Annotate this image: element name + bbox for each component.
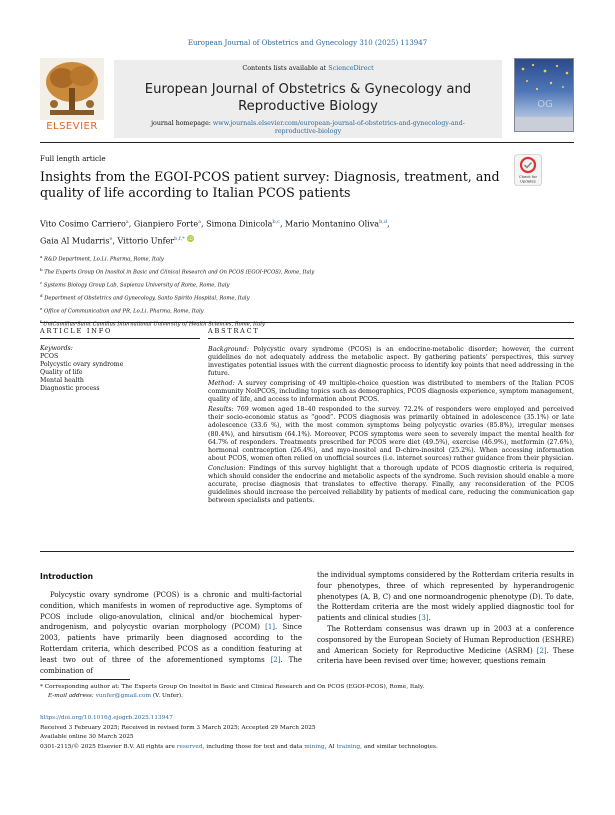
journal-reference[interactable]: European Journal of Obstetrics and Gynecology 310 (2025) 113947: [187, 39, 428, 47]
affiliation: $^d$ Department of Obstetrics and Gynecology, Santo Spirito Hospital, Rome, Italy: [40, 293, 250, 302]
keywords-list: [40, 353, 123, 393]
journal-cover-image: [514, 58, 574, 132]
received-dates: Received 3 February 2025; Received in revised form 3 March 2025; Accepted 29 March 2025: [40, 724, 316, 731]
abstract-background: Background: Polycystic ovary syndrome (PCOS) is an endocrine-metabolic disorder; however, the current guidelines do not adequately address the metabolic aspect. By gathering patients’ perspectives, this survey investigates potential issues with the current diagnostic process to identify key points that need addressing in the future.: [208, 346, 574, 378]
author[interactable]: Vittorio Unfer: [117, 236, 175, 246]
abstract-body: [208, 346, 574, 507]
intro-paragraph: The Rotterdam consensus was drawn up in 2003 at a conference cosponsored by the European Society of Human Reproduction (ESHRE) and American Society for Reproductive Medicine (ASRM) [2]. These criteria have been revised over time; however, questions remain: [317, 624, 574, 666]
rights-link[interactable]: mining: [304, 743, 325, 750]
abstract-rule: [208, 338, 574, 339]
affiliation: $^a$ R&D Department, Lo.Li. Pharma, Rome, Italy: [40, 254, 164, 263]
info-rule: [40, 338, 200, 339]
introduction-heading: Introduction: [40, 572, 94, 581]
keywords-label: Keywords:: [40, 345, 73, 352]
keyword: Polycystic ovary syndrome: [40, 361, 124, 369]
abstract-conclusion: Conclusion: Findings of this survey highlight that a thorough update of PCOS diagnostic criteria is required, which should consider the endocrine and metabolic aspects of the syndrome. Such revision should enable a more accurate, precise diagnosis that translates to effective therapy. Finally, any reconsideration of the PCOS guidelines should increase the perceived reliability by patients of medical care, reducing the communication gap between specialists and patients.: [208, 464, 574, 505]
sciencedirect-link[interactable]: ScienceDirect: [328, 64, 374, 72]
elsevier-tree-icon: [40, 58, 104, 120]
available-online: Available online 30 March 2025: [40, 734, 134, 740]
doi-link[interactable]: https://doi.org/10.1016/j.ejogrb.2025.113947: [40, 715, 173, 721]
footnote: [40, 683, 574, 702]
keyword: Mental health: [40, 377, 84, 385]
author[interactable]: Gaia Al Mudarris: [40, 236, 110, 246]
homepage-link-cont[interactable]: reproductive-biology: [274, 128, 342, 135]
abstract-end-rule: [40, 551, 574, 552]
article-type: Full length article: [40, 154, 106, 163]
copyright: 0301-2115/© 2025 Elsevier B.V. All rights are reserved, including those for text and data mining, AI training, and similar technologies.: [40, 743, 438, 750]
masthead-rule: [40, 142, 574, 143]
publisher-name: ELSEVIER: [46, 121, 98, 132]
check-for-updates-badge[interactable]: [514, 154, 542, 186]
affiliation: $^e$ Office of Communication and PR, Lo.Li. Pharma, Rome, Italy: [40, 306, 204, 315]
author[interactable]: Vito Cosimo Carriero: [40, 219, 126, 229]
author[interactable]: Simona Dinicola: [206, 219, 273, 229]
citation-link[interactable]: [1]: [265, 623, 276, 632]
citation-link[interactable]: [2]: [270, 655, 281, 664]
author[interactable]: Gianpiero Forte: [133, 219, 199, 229]
article-meta: [40, 714, 574, 752]
affiliation: $^f$ UniCamillus-Saint Camillus International University of Health Sciences, Rome, Italy: [40, 319, 265, 328]
keyword: Quality of life: [40, 369, 83, 377]
footnote-rule: [40, 679, 130, 680]
article-info-heading: ARTICLE INFO: [40, 327, 113, 335]
rights-link[interactable]: training: [336, 743, 361, 750]
abstract-method: Method: A survey comprising of 49 multiple-choice question was distributed to members of the Italian PCOS community NoiPCOS, including topics such as demographics, PCOS diagnosis experience, symptom management, quality of life, and access to information about PCOS.: [208, 380, 574, 404]
affiliation: $^c$ Systems Biology Group Lab, Sapienza University of Rome, Rome, Italy: [40, 280, 230, 289]
abstract-results: Results: 769 women aged 18–40 responded to the survey. 72.2% of responders were employed and perceived their socio-economic status as “good”. PCOS diagnosis was primarily obtained in adolescence (35.1%) or late adolescence (33.6 %), with the most common symptoms being polycystic ovaries (85.8%), irregular menses (80.4%), and hirsutism (64.1%). Moreover, PCOS symptoms were seen to severely impact the mental health for 64.7% of responders. Treatments prescribed for PCOS were diet (49.5%), exercise (46.9%), metformin (27.6%), hormonal contraception (26.4%), and myo-inositol and D-chiro-inositol (25.2%). When accessing information about PCOS, women often relied on unofficial sources (i.e. internet sources) rather guidance from their physician.: [208, 406, 574, 463]
intro-column-right: [317, 570, 574, 667]
email-link[interactable]: vunfer@gmail.com: [95, 693, 151, 700]
intro-column-left: [40, 590, 302, 676]
cover-art: [515, 59, 574, 132]
article-title: Insights from the EGOI-PCOS patient survey: Diagnosis, treatment, and quality of life according to Italian PCOS patients: [40, 169, 500, 200]
abstract-heading: ABSTRACT: [208, 327, 260, 335]
svg-text:iD: iD: [188, 236, 193, 242]
contents-line: Contents lists available at ScienceDirect: [242, 64, 374, 72]
intro-paragraph: Polycystic ovary syndrome (PCOS) is a chronic and multi-factorial condition, which manifests in women of reproductive age. Symptoms of PCOS include oligo-anovulation, clinical and/or biochemical hyper-androgenism, and polycystic ovarian morphology (PCOM) [1]. Since 2003, patients have primarily been diagnosed according to the Rotterdam criteria, which described PCOS as a condition featuring at least two out of three of the aforementioned symptoms [2]. The combination of: [40, 591, 302, 675]
orcid-icon[interactable]: [187, 235, 194, 242]
keyword: PCOS: [40, 353, 59, 360]
homepage-link[interactable]: www.journals.elsevier.com/european-journal-of-obstetrics-and-gynecology-and-: [212, 120, 465, 127]
citation-link[interactable]: [2]: [536, 646, 547, 655]
affiliations: [40, 252, 560, 330]
updates-icon: [514, 154, 542, 186]
journal-title: European Journal of Obstetrics & Gynecology and Reproductive Biology: [144, 82, 472, 114]
author-list: Vito Cosimo Carriero$^a$, Gianpiero Forte$^a$, Simona Dinicola$^{b,c}$, Mario Montanino Oliva$^{b,d}$, Gaia Al Mudarris$^e$, Vittorio Unfer$^{b,f,*}$ iD: [40, 219, 390, 246]
section-rule: [40, 322, 574, 323]
citation-link[interactable]: [3]: [418, 614, 429, 623]
journal-homepage: journal homepage: www.journals.elsevier.com/european-journal-of-obstetrics-and-gynecology-and- reproductive-biology: [114, 120, 502, 136]
email-line: E-mail address: vunfer@gmail.com (V. Unfer).: [48, 693, 184, 700]
intro-paragraph: the individual symptoms considered by the Rotterdam criteria results in four phenotypes, three of which represented by hyperandrogenic phenotypes (A, B, C) and one normoandrogenic phenotype (D). To date, the Rotterdam criteria are the most widely applied diagnostic tool for patients and clinical studies [3].: [317, 571, 574, 623]
badge-line-1: Check for: [518, 174, 538, 179]
svg-text:OG: OG: [537, 99, 553, 110]
author[interactable]: Mario Montanino Oliva: [285, 219, 380, 229]
rights-link[interactable]: reserved: [176, 743, 203, 750]
corresponding-author: * Corresponding author at: The Experts Group On Inositol in Basic and Clinical Research and On PCOS (EGOI-PCOS), Rome, Italy.: [40, 684, 425, 690]
affiliation: $^b$ The Experts Group On Inositol in Basic and Clinical Research and On PCOS (EGOI-PCOS), Rome, Italy: [40, 267, 315, 276]
keyword: Diagnostic process: [40, 385, 100, 393]
badge-line-2: Updates: [520, 178, 536, 184]
